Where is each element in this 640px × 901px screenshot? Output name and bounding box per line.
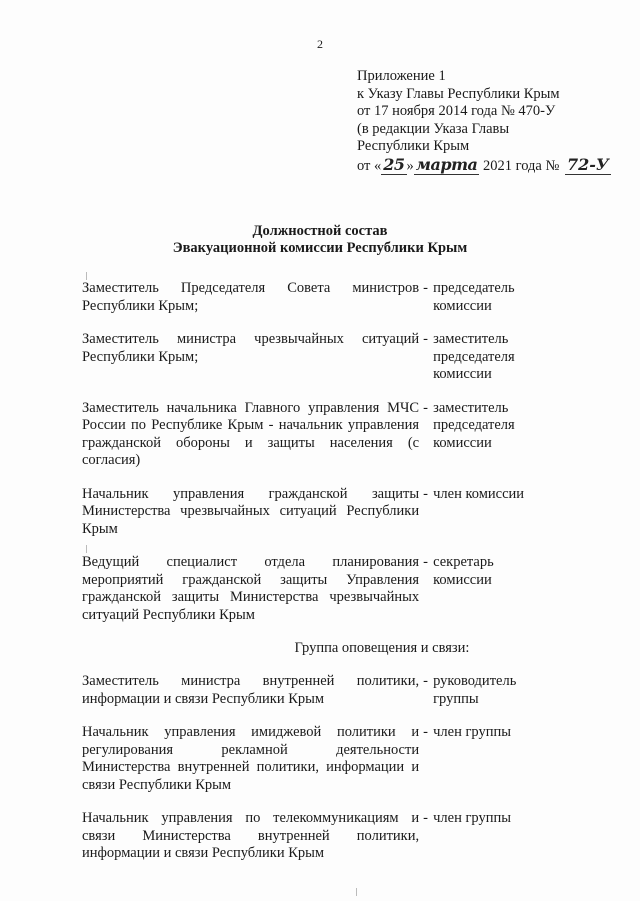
dash: - xyxy=(423,673,428,689)
member-position: Начальник управления имиджевой политики и регулирования рекламной деятельности Министерства внутренней политики, информации и связи Республики Крым xyxy=(82,724,420,793)
date-prefix: от « xyxy=(357,157,382,174)
date-suffix: 2021 года № xyxy=(479,157,563,174)
member-role: член комиссии xyxy=(433,485,525,502)
member-role: заместитель председателя комиссии xyxy=(433,399,515,451)
member-position: Заместитель министра внутренней политики, информации и связи Республики Крым xyxy=(82,673,420,707)
dash: - xyxy=(423,280,428,296)
appendix-block xyxy=(357,68,611,175)
dash: - xyxy=(423,810,428,826)
composition-list xyxy=(82,280,552,879)
appendix-line-2: к Указу Главы Республики Крым xyxy=(357,85,560,102)
dash: - xyxy=(423,485,428,502)
member-position: Заместитель Председателя Совета министров Республики Крым; xyxy=(82,280,420,314)
list-item xyxy=(82,400,552,470)
date-separator: » xyxy=(406,157,414,174)
member-position: Заместитель министра чрезвычайных ситуаций Республики Крым; xyxy=(82,331,420,365)
member-role: член группы xyxy=(433,724,511,740)
scan-mark xyxy=(86,272,87,280)
member-position: Ведущий специалист отдела планирования мероприятий гражданской защиты Управления гражданской защиты Министерства чрезвычайных ситуаций Республики Крым xyxy=(82,554,420,623)
handwritten-day: 25 xyxy=(383,154,405,174)
dash: - xyxy=(423,724,428,740)
dash: - xyxy=(423,331,428,347)
document-title-line-1: Должностной состав xyxy=(252,223,388,239)
appendix-line-5: Республики Крым xyxy=(357,138,470,154)
group-heading: Группа оповещения и связи: xyxy=(294,640,470,656)
list-item xyxy=(82,673,552,708)
dash: - xyxy=(423,399,428,416)
appendix-date-line xyxy=(357,156,611,176)
handwritten-month: марта xyxy=(415,154,478,174)
member-role: заместитель председателя комиссии xyxy=(433,331,515,382)
member-position: Начальник управления по телекоммуникациям и связи Министерства внутренней политики, информации и связи Республики Крым xyxy=(82,810,420,861)
document-title-line-2: Эвакуационной комиссии Республики Крым xyxy=(172,240,468,256)
list-item xyxy=(82,724,552,794)
list-item xyxy=(82,486,552,539)
appendix-line-3: от 17 ноября 2014 года № 470-У xyxy=(357,103,556,119)
list-item xyxy=(82,810,552,863)
member-role: руководитель группы xyxy=(433,673,517,707)
member-role: председатель комиссии xyxy=(433,280,515,314)
list-item xyxy=(82,280,552,315)
scan-mark xyxy=(86,545,87,553)
dash: - xyxy=(423,554,428,570)
member-position: Заместитель начальника Главного управления МЧС России по Республике Крым - начальник управления гражданской обороны и защиты населения (с согласия) xyxy=(82,399,420,468)
appendix-line-4: (в редакции Указа Главы xyxy=(357,120,510,137)
list-item xyxy=(82,554,552,624)
scan-mark xyxy=(356,888,357,896)
page-number: 2 xyxy=(317,37,323,51)
member-position: Начальник управления гражданской защиты Министерства чрезвычайных ситуаций Республики Крым xyxy=(82,485,420,537)
list-item xyxy=(82,331,552,384)
handwritten-number: 72-У xyxy=(566,154,609,174)
member-role: член группы xyxy=(433,810,511,826)
member-role: секретарь комиссии xyxy=(433,554,494,588)
appendix-line-1: Приложение 1 xyxy=(357,68,446,84)
